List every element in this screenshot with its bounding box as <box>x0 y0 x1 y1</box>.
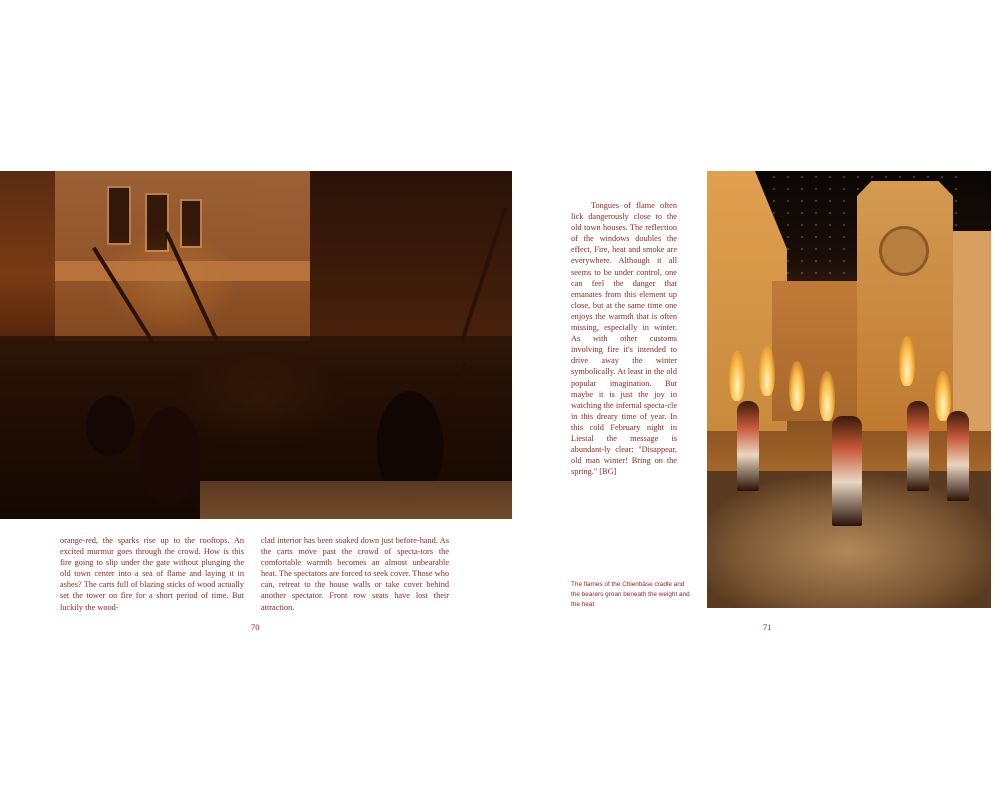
cobblestone-ground <box>200 481 512 519</box>
torch-flame <box>899 336 915 386</box>
page-number-right: 71 <box>763 622 772 632</box>
torch-bearer <box>832 416 862 526</box>
torch-bearer <box>947 411 969 501</box>
torch-bearer <box>907 401 929 491</box>
town-house-middle <box>772 281 862 421</box>
torch-bearer <box>737 401 759 491</box>
left-page-column-1: orange-red, the sparks rise up to the rooftops. An excited murmur goes through the crowd. How is this fire going to slip under the gate without plunging the old town center into a sea of flame and laying it in ashes? The carts full of blazing sticks of wood actually set the tower on fire for a short period of time. But luckily the wood- <box>60 536 244 612</box>
right-page-column: Tongues of flame often lick dangerously close to the old town houses. The reflection of the windows doubles the effect. Fire, heat and smoke are everywhere. Although it all seems to be under control, one can feel the danger that emanates from this element up close, but at the same time one enjoys the warmth that is often missing, especially in winter. As with other customs involving fire it's intended to drive away the winter symbolically. At least in the old popular imagination. But maybe it is just the joy in watching the infernal specta-cle in this dreary time of year. In this cold February night in Liestal the message is abundant-ly clear: "Disappear, old man winter! Bring on the spring." [BG] <box>571 201 677 477</box>
dark-building <box>310 171 512 351</box>
torch-flame <box>819 371 835 421</box>
torch-procession-photo-left <box>0 171 512 519</box>
torch-flame <box>789 361 805 411</box>
torch-procession-photo-right <box>707 171 991 608</box>
torch-flame <box>759 346 775 396</box>
photo-caption: The flames of the Chienbäse cradle and the bearers groan beneath the weight and the heat. <box>571 581 690 608</box>
tower-clock <box>879 226 929 276</box>
left-page-column-2: clad interior has been soaked down just before-hand. As the carts move past the crowd of specta-tors the comfortable warmth becomes an almost unbearable heat. The spectators are forced to seek cover. Those who can, retreat to the house walls or take cover behind another spectator. Front row seats have lost their attraction. <box>261 536 449 612</box>
torch-flame <box>729 351 745 401</box>
old-town-building <box>55 171 325 341</box>
town-house-right <box>953 231 991 431</box>
page-number-left: 70 <box>251 622 260 632</box>
